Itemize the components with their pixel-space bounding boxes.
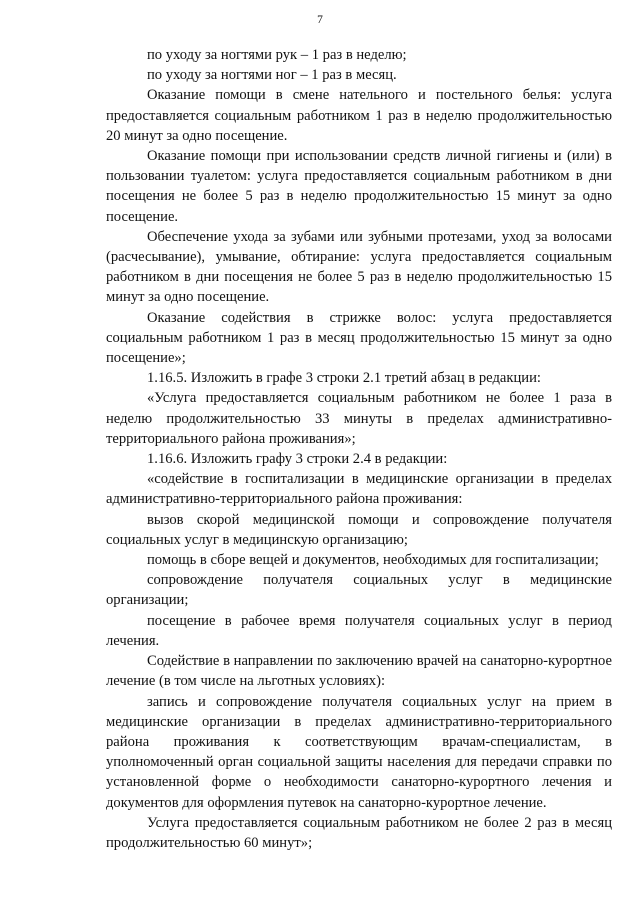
paragraph: вызов скорой медицинской помощи и сопровождение получателя социальных услуг в медицинскую организацию;: [106, 511, 612, 548]
paragraph: Содействие в направлении по заключению врачей на санаторно-курортное лечение (в том числе на льготных условиях):: [106, 653, 612, 690]
paragraph: Услуга предоставляется социальным работником не более 2 раз в месяц продолжительностью 60 минут»;: [106, 814, 612, 851]
paragraph: посещение в рабочее время получателя социальных услуг в период лечения.: [106, 612, 612, 649]
paragraph: 1.16.5. Изложить в графе 3 строки 2.1 третий абзац в редакции:: [147, 370, 541, 387]
paragraph: Оказание помощи при использовании средств личной гигиены и (или) в пользовании туалетом: услуга предоставляется социальным работником в дни посещения не более 5 раз в неделю продолжительностью 15 минут за одно посещение.: [106, 148, 612, 225]
paragraph: Оказание содействия в стрижке волос: услуга предоставляется социальным работником 1 раз в месяц продолжительностью 15 минут за одно посещение»;: [106, 309, 612, 367]
paragraph: «содействие в госпитализации в медицинские организации в пределах административно-территориального района проживания:: [106, 471, 612, 508]
paragraph: по уходу за ногтями рук – 1 раз в неделю;: [147, 47, 407, 63]
paragraph: Оказание помощи в смене нательного и постельного белья: услуга предоставляется социальным работником 1 раз в неделю продолжительностью 20 минут за одно посещение.: [106, 87, 612, 144]
paragraph: помощь в сборе вещей и документов, необходимых для госпитализации;: [147, 552, 599, 569]
paragraph: сопровождение получателя социальных услуг в медицинские организации;: [106, 572, 612, 609]
document-body: [106, 45, 612, 853]
paragraph: 1.16.6. Изложить графу 3 строки 2.4 в редакции:: [147, 451, 448, 468]
paragraph: по уходу за ногтями ног – 1 раз в месяц.: [147, 67, 397, 84]
paragraph: Обеспечение ухода за зубами или зубными протезами, уход за волосами (расчесывание), умывание, обтирание: услуга предоставляется социальным работником в дни посещения не более 5 раз в неделю продолжительностью 15 минут за одно посещение.: [106, 228, 612, 306]
paragraph: запись и сопровождение получателя социальных услуг на прием в медицинские организации в пределах административно-территориального района проживания к соответствующим врачам-специалистам, в уполномоченный орган социальной защиты населения для передачи справки по установленной форме о необходимости санаторно-курортного лечения и документов для оформления путевок на санаторно-курортное лечение.: [106, 693, 612, 811]
page-number: 7: [317, 14, 323, 26]
paragraph: «Услуга предоставляется социальным работником не более 1 раза в неделю продолжительностью 33 минуты в пределах административно-территориального района проживания»;: [106, 390, 612, 447]
